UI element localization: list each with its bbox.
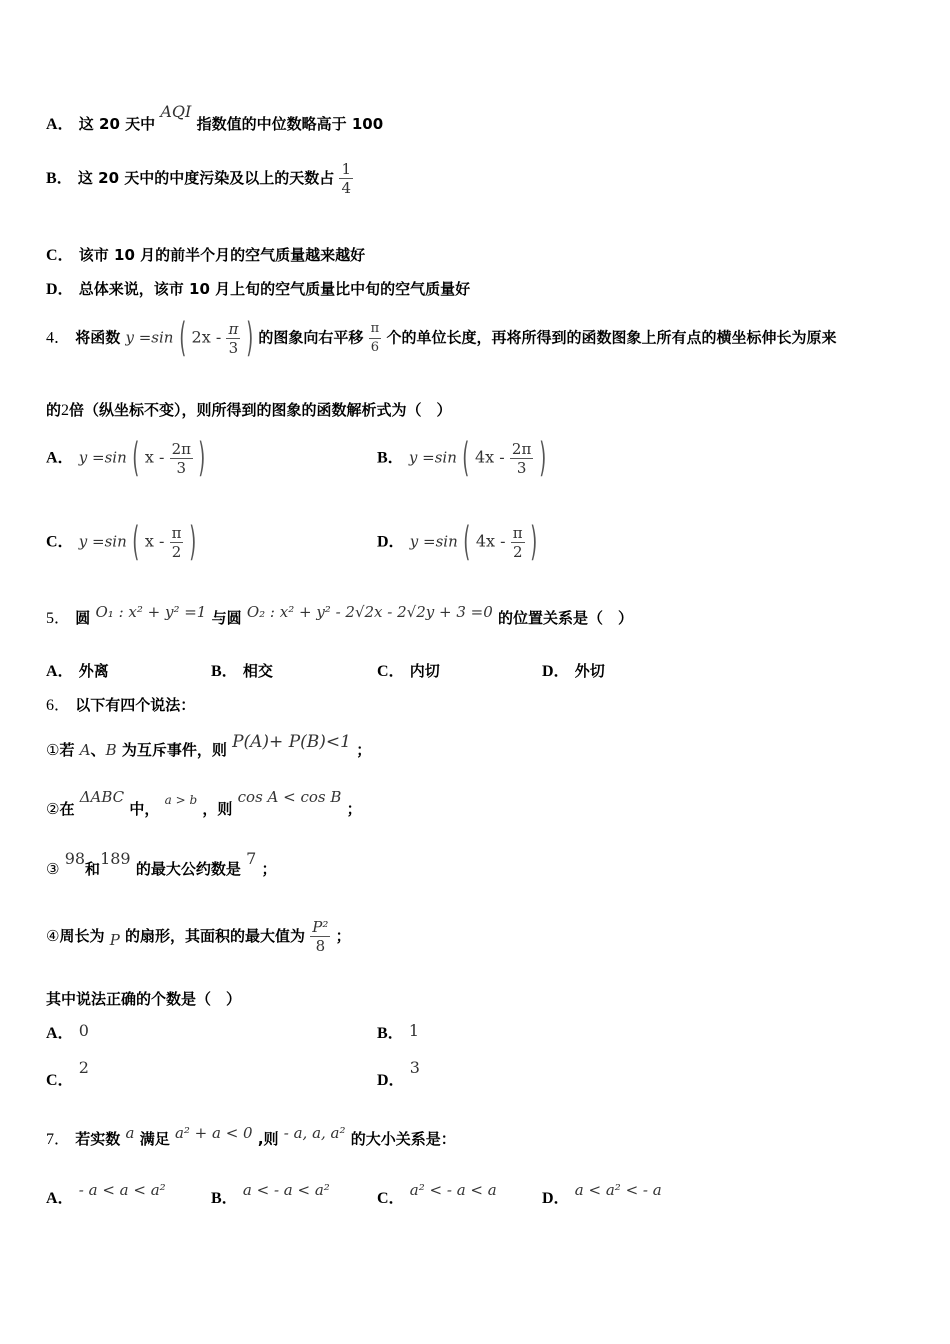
fraction: $\frac{1}{4}$ <box>341 160 352 197</box>
q5-option-d: D． 外切 <box>542 662 605 680</box>
q5-option-a: A． 外离 <box>46 662 109 680</box>
q4-option-c: C． y =sin ( x - $\frac{\pi}{2}$ ) <box>46 519 197 565</box>
q3-option-b: B． 这 20 天中的中度污染及以上的天数占 $\frac{1}{4}$ <box>46 160 352 197</box>
q5-option-c: C． 内切 <box>377 662 440 680</box>
q6-statement-1: ①若 A、B 为互斥事件，则 P(A)+ P(B)<1 ； <box>46 732 372 759</box>
q6-option-b: B． 1 <box>377 1021 420 1042</box>
q7-option-c: C． a² < - a < a <box>377 1181 497 1207</box>
q5-stem: 5． 圆 O₁ : x² + y² =1 与圆 O₂ : x² + y² - 2√2x - 2√2y + 3 =0 的位置关系是（ ） <box>46 603 634 627</box>
q6-option-a: A． 0 <box>46 1021 89 1042</box>
q7-stem: 7． 若实数 a 满足 a² + a < 0 ,则 - a, a, a² 的大小关系是： <box>46 1124 456 1148</box>
q6-option-c: C． 2 <box>46 1058 89 1089</box>
q6-stem: 6． 以下有四个说法： <box>46 696 196 714</box>
q4-option-d: D． y =sin ( 4x - $\frac{\pi}{2}$ ) <box>377 519 538 565</box>
q6-statement-3: ③ 98和189 的最大公约数是 7 ； <box>46 849 277 878</box>
q4-stem-line2: 的2倍（纵坐标不变），则所得到的图象的函数解析式为（ ） <box>46 401 452 419</box>
q6-option-d: D． 3 <box>377 1058 420 1089</box>
q4-option-b: B． y =sin ( 4x - $\frac{2\pi}{3}$ ) <box>377 435 546 481</box>
q7-option-d: D． a < a² < - a <box>542 1181 662 1207</box>
q3-option-a: A． 这 20 天中 AQI 指数值的中位数略高于 100 <box>46 102 384 133</box>
q4-stem: 4． 将函数 y =sin ( 2x - $\frac{\pi}{3}$ ) 的图象向右平移 $\frac{\pi}{6}$ 个的单位长度，再将所得到的函数图象上所有点的横坐标伸长为原来 <box>46 315 837 361</box>
q6-statement-2: ②在 ΔABC 中， $^{a > b}$ ，则 cos A < cos B ； <box>46 788 362 818</box>
q6-statement-4: ④周长为 P 的扇形，其面积的最大值为 $\frac{\text{P²}}{8}$ ； <box>46 918 351 955</box>
q6-question: 其中说法正确的个数是（ ） <box>46 990 242 1008</box>
q3-option-d: D． 总体来说，该市 10 月上旬的空气质量比中旬的空气质量好 <box>46 280 471 298</box>
q3-option-c: C． 该市 10 月的前半个月的空气质量越来越好 <box>46 246 366 264</box>
q5-option-b: B． 相交 <box>211 662 273 680</box>
q4-option-a: A． y =sin ( x - $\frac{2\pi}{3}$ ) <box>46 435 206 481</box>
q7-option-a: A． - a < a < a² <box>46 1181 166 1207</box>
q7-option-b: B． a < - a < a² <box>211 1181 330 1207</box>
